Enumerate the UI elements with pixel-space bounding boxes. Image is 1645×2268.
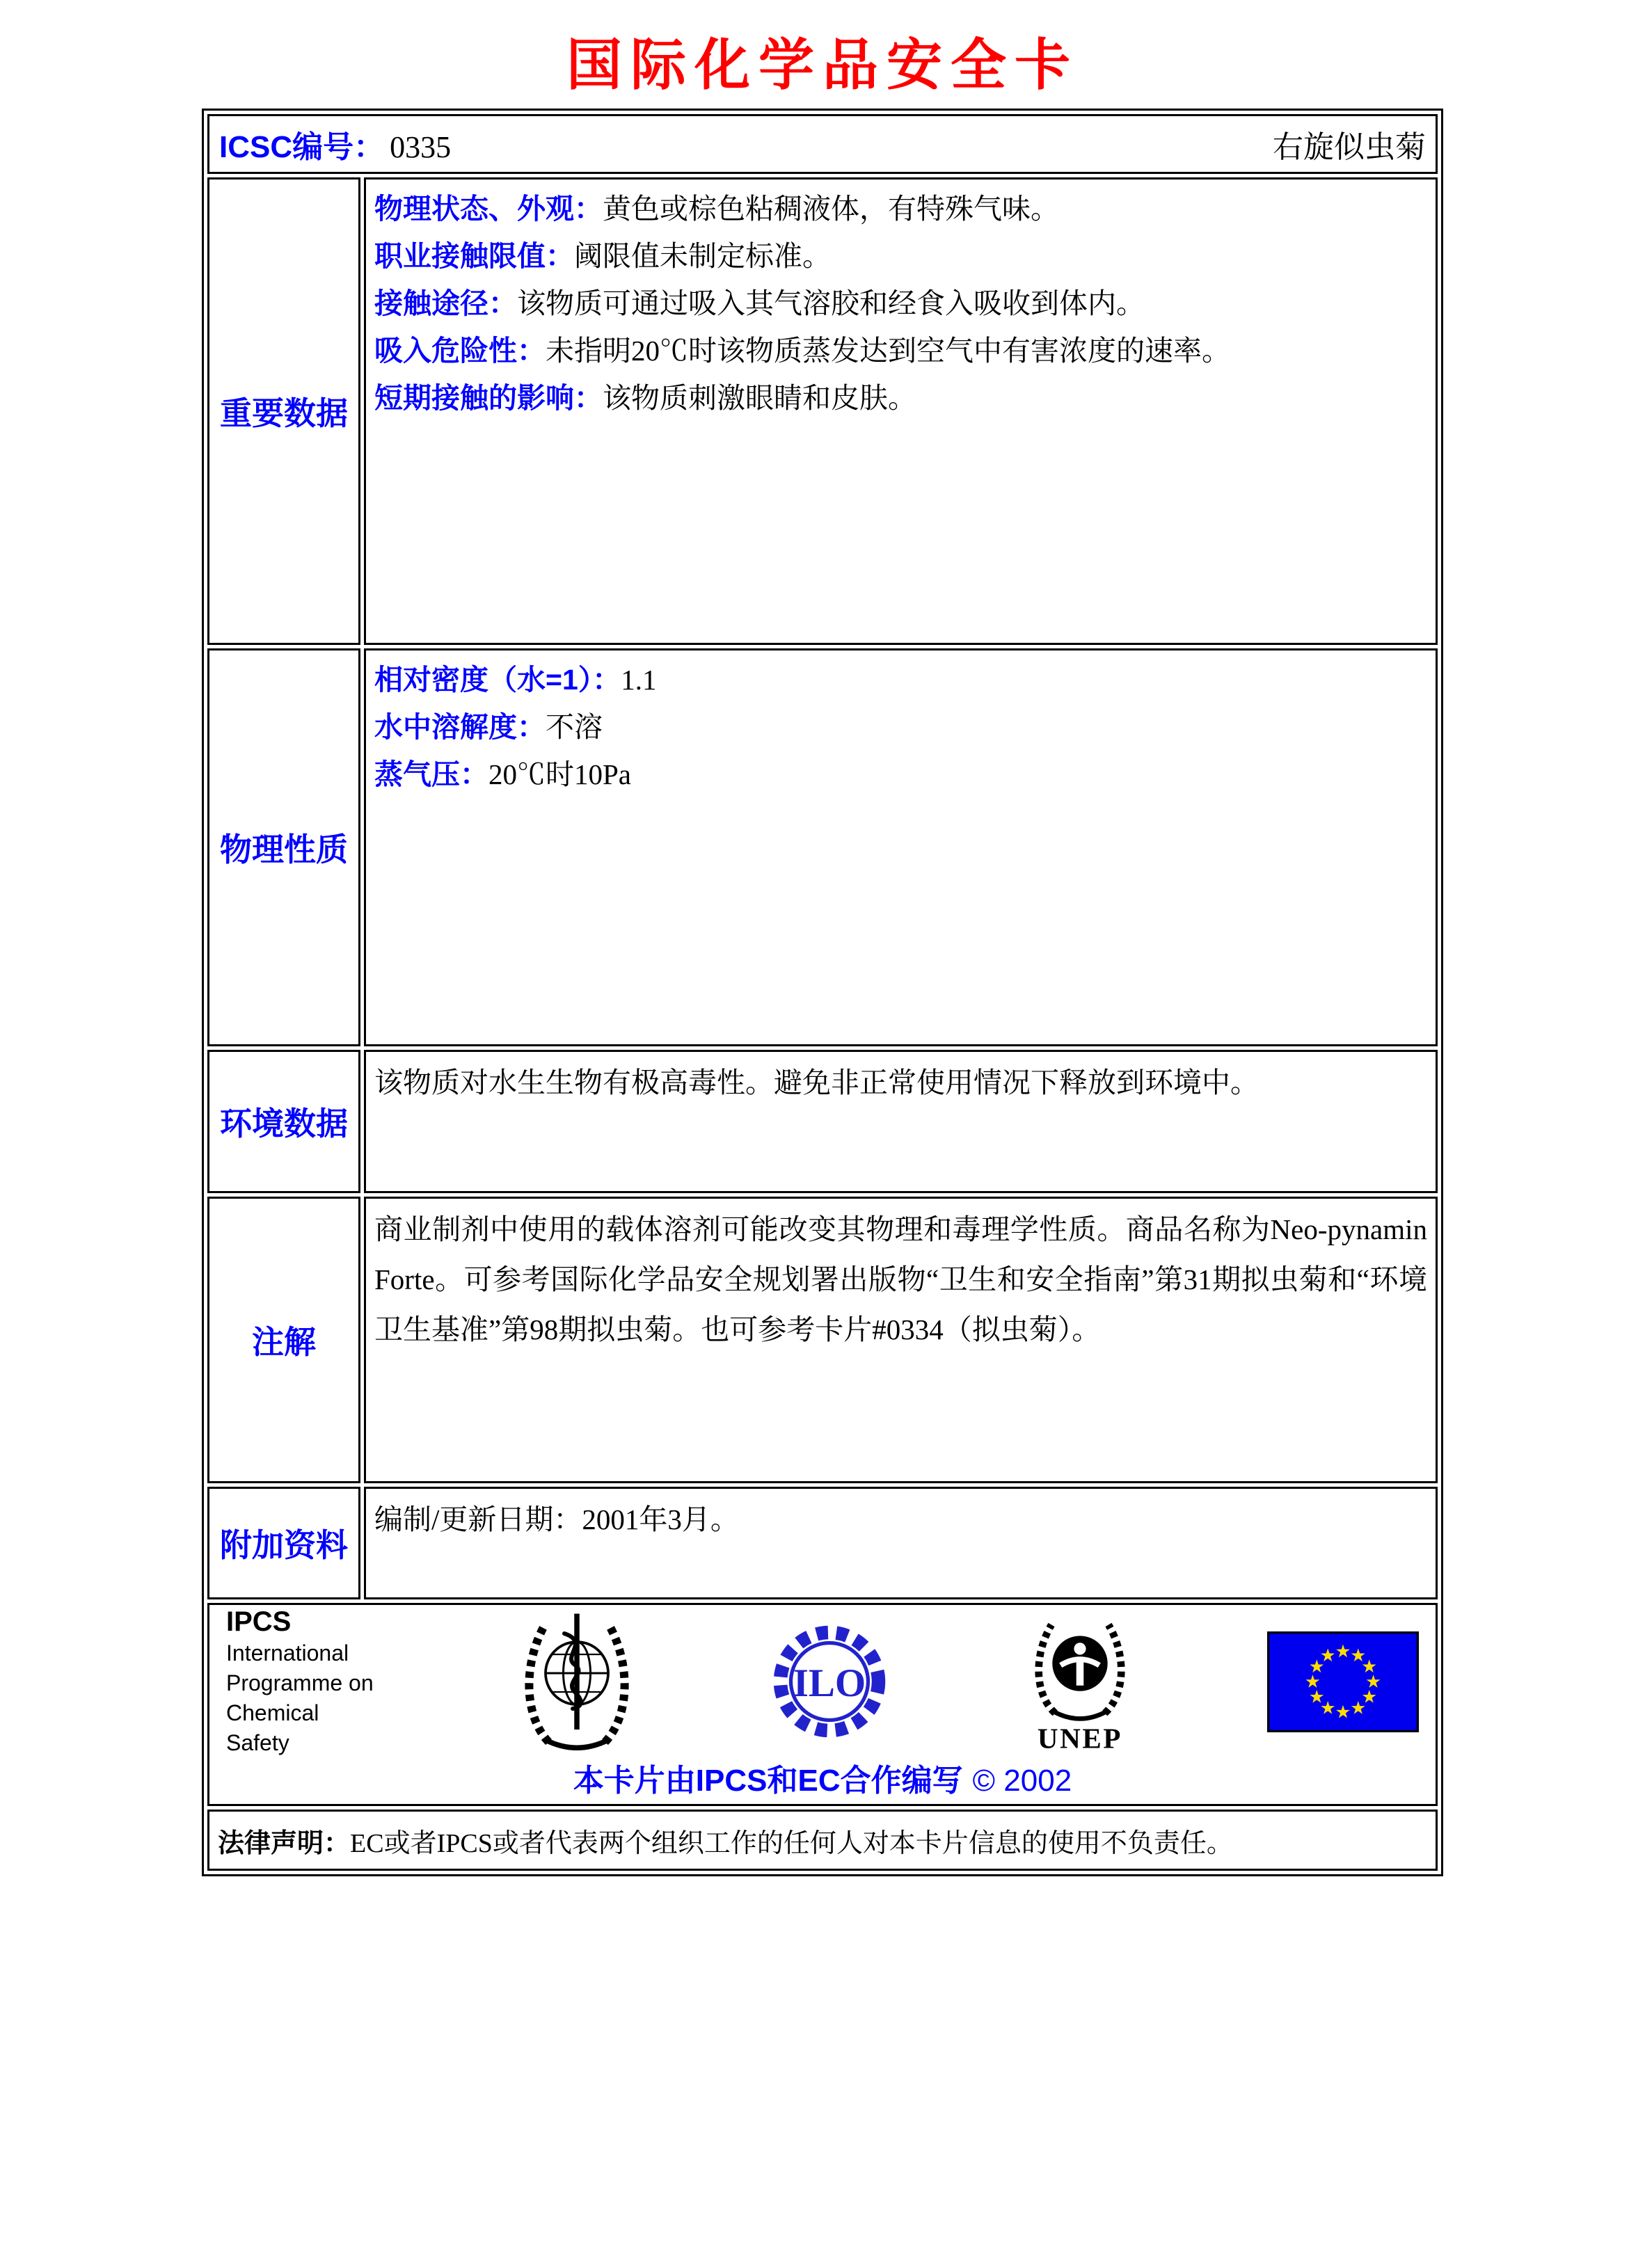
field-water-solubility	[374, 703, 1427, 751]
ipcs-line-3: Chemical Safety	[226, 1700, 319, 1755]
field-label: 水中溶解度：	[374, 711, 546, 743]
section-label-important-data: 重要数据	[207, 177, 360, 645]
logos-strip	[223, 1606, 1422, 1755]
credit-line	[223, 1755, 1422, 1800]
chemical-name: 右旋似虫菊	[1273, 130, 1426, 164]
section-label-physical-properties: 物理性质	[207, 648, 360, 1046]
field-short-term-effects	[374, 374, 1427, 422]
field-value: 阈限值未制定标准。	[574, 240, 831, 272]
field-exposure-routes	[374, 280, 1427, 327]
row-physical-properties	[207, 648, 1438, 1046]
field-value: 该物质刺激眼睛和皮肤。	[603, 382, 916, 414]
row-environmental-data	[207, 1050, 1438, 1193]
legal-text: EC或者IPCS或者代表两个组织工作的任何人对本卡片信息的使用不负责任。	[350, 1828, 1233, 1858]
icsc-number-value: 0335	[390, 130, 452, 164]
field-physical-state	[374, 185, 1427, 232]
field-value: 不溶	[546, 711, 603, 743]
row-additional-info	[207, 1487, 1438, 1599]
header-cell	[207, 114, 1438, 174]
section-label-environmental-data: 环境数据	[207, 1050, 360, 1193]
who-icon	[514, 1608, 639, 1755]
legal-label: 法律声明：	[218, 1828, 351, 1858]
credit-text: 本卡片由IPCS和EC合作编写	[573, 1764, 963, 1798]
icsc-table	[202, 109, 1443, 1876]
field-value: 未指明20℃时该物质蒸发达到空气中有害浓度的速率。	[546, 335, 1230, 367]
unep-icon	[1020, 1604, 1140, 1760]
field-label: 短期接触的影响：	[374, 382, 603, 414]
section-content-notes	[364, 1197, 1438, 1483]
section-content-physical-properties	[364, 648, 1438, 1046]
legal-cell	[207, 1810, 1438, 1871]
row-legal	[207, 1810, 1438, 1871]
field-inhalation-risk	[374, 327, 1427, 374]
field-label: 职业接触限值：	[374, 240, 574, 272]
field-relative-density	[374, 656, 1427, 703]
notes-text: 商业制剂中使用的载体溶剂可能改变其物理和毒理学性质。商品名称为Neo-pynamin Forte。可参考国际化学品安全规划署出版物“卫生和安全指南”第31期拟虫菊和“环境卫生基准”第98期拟虫菊。也可参考卡片#0334（拟虫菊）。	[374, 1213, 1427, 1345]
field-label: 物理状态、外观：	[374, 193, 603, 225]
field-vapor-pressure	[374, 751, 1427, 798]
unep-caption: UNEP	[1037, 1722, 1122, 1755]
field-label: 吸入危险性：	[374, 335, 546, 367]
ipcs-line-2: Programme on	[226, 1670, 374, 1695]
page-title: 国际化学品安全卡	[566, 34, 1079, 96]
field-label: 相对密度（水=1）：	[374, 664, 621, 696]
field-value: 1.1	[621, 664, 657, 696]
row-logos	[207, 1603, 1438, 1806]
ipcs-name: IPCS	[226, 1606, 292, 1637]
icsc-card-page	[0, 32, 1645, 1876]
ilo-icon	[767, 1619, 892, 1744]
environmental-data-text: 该物质对水生生物有极高毒性。避免非正常使用情况下释放到环境中。	[374, 1067, 1259, 1099]
row-important-data	[207, 177, 1438, 645]
field-value: 黄色或棕色粘稠液体，有特殊气味。	[603, 193, 1059, 225]
section-content-additional-info	[364, 1487, 1438, 1599]
field-value: 该物质可通过吸入其气溶胶和经食入吸收到体内。	[517, 287, 1145, 319]
section-content-environmental-data	[364, 1050, 1438, 1193]
icsc-number-label: ICSC编号：	[219, 130, 385, 164]
additional-info-text: 编制/更新日期：2001年3月。	[374, 1503, 739, 1535]
copyright-text: © 2002	[972, 1764, 1072, 1798]
row-notes	[207, 1197, 1438, 1483]
logos-cell	[207, 1603, 1438, 1806]
ilo-monogram: ILO	[793, 1661, 866, 1705]
section-content-important-data	[364, 177, 1438, 645]
ipcs-text-block	[226, 1605, 386, 1758]
section-label-additional-info: 附加资料	[207, 1487, 360, 1599]
header-row	[207, 114, 1438, 174]
ipcs-line-1: International	[226, 1640, 349, 1666]
field-occupational-limits	[374, 232, 1427, 280]
field-value: 20℃时10Pa	[488, 758, 631, 790]
section-label-notes: 注解	[207, 1197, 360, 1483]
eu-flag-icon	[1267, 1631, 1419, 1732]
field-label: 接触途径：	[374, 287, 517, 319]
field-label: 蒸气压：	[374, 758, 488, 790]
